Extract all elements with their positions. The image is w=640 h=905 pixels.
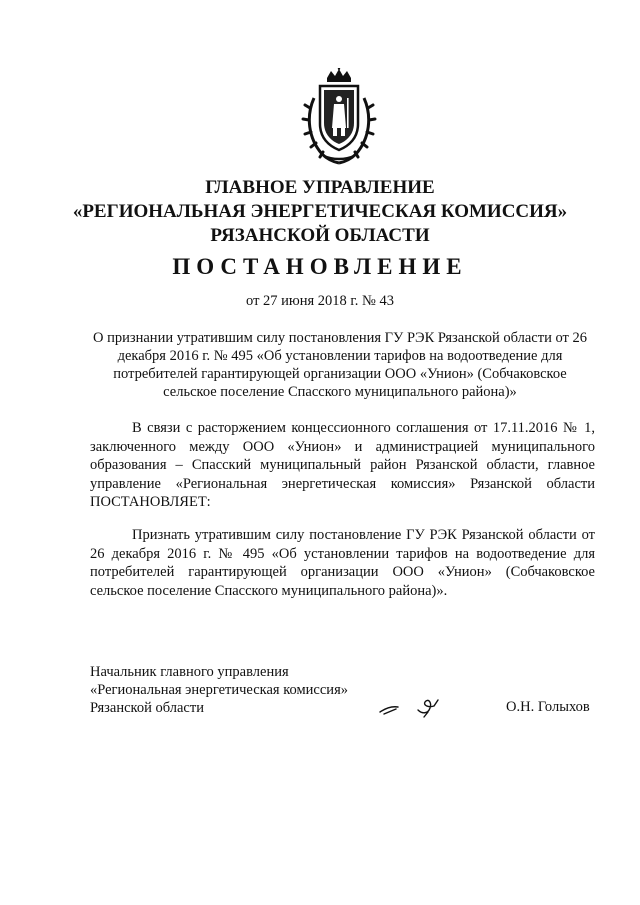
resolution-text: Признать утратившим силу постановление ГУ РЭК Рязанской области от 26 декабря 2016 г. № 495 «Об установлении тарифов на водоотведение для потребителей гарантирующей организации ООО «Унион» (Собчаковское сельское поселение Спасского муниципального района)».	[90, 527, 595, 599]
org-title-line-1: ГЛАВНОЕ УПРАВЛЕНИЕ	[205, 177, 435, 198]
handwritten-signature-icon	[378, 694, 448, 718]
org-title-line-3: РЯЗАНСКОЙ ОБЛАСТИ	[210, 225, 430, 246]
position-line-1: Начальник главного управления	[90, 664, 289, 680]
ryazan-coat-of-arms-icon	[300, 68, 378, 166]
document-date-number: от 27 июня 2018 г. № 43	[246, 293, 394, 309]
document-subject: О признании утратившим силу постановления ГУ РЭК Рязанской области от 26 декабря 2016 г. № 495 «Об установлении тарифов на водоотведение для потребителей гарантирующей организации ООО «Унион» (Собчаковское сельское поселение Спасского муниципального района)»	[93, 330, 587, 400]
resolution-paragraph	[90, 526, 595, 600]
preamble-paragraph	[90, 419, 595, 512]
position-line-2: «Региональная энергетическая комиссия»	[90, 682, 348, 698]
position-line-3: Рязанской области	[90, 700, 204, 716]
preamble-text: В связи с расторжением концессионного соглашения от 17.11.2016 № 1, заключенного между ООО «Унион» и администрацией муниципального образования – Спасский муниципальный район Рязанской области, главное управление «Региональная энергетическая комиссия» Рязанской области ПОСТАНОВЛЯЕТ:	[90, 420, 595, 510]
signer-name: О.Н. Голыхов	[506, 699, 590, 715]
document-type-heading: ПОСТАНОВЛЕНИЕ	[172, 254, 468, 279]
signatory-position	[90, 663, 348, 717]
org-title-line-2: «РЕГИОНАЛЬНАЯ ЭНЕРГЕТИЧЕСКАЯ КОМИССИЯ»	[72, 201, 568, 222]
